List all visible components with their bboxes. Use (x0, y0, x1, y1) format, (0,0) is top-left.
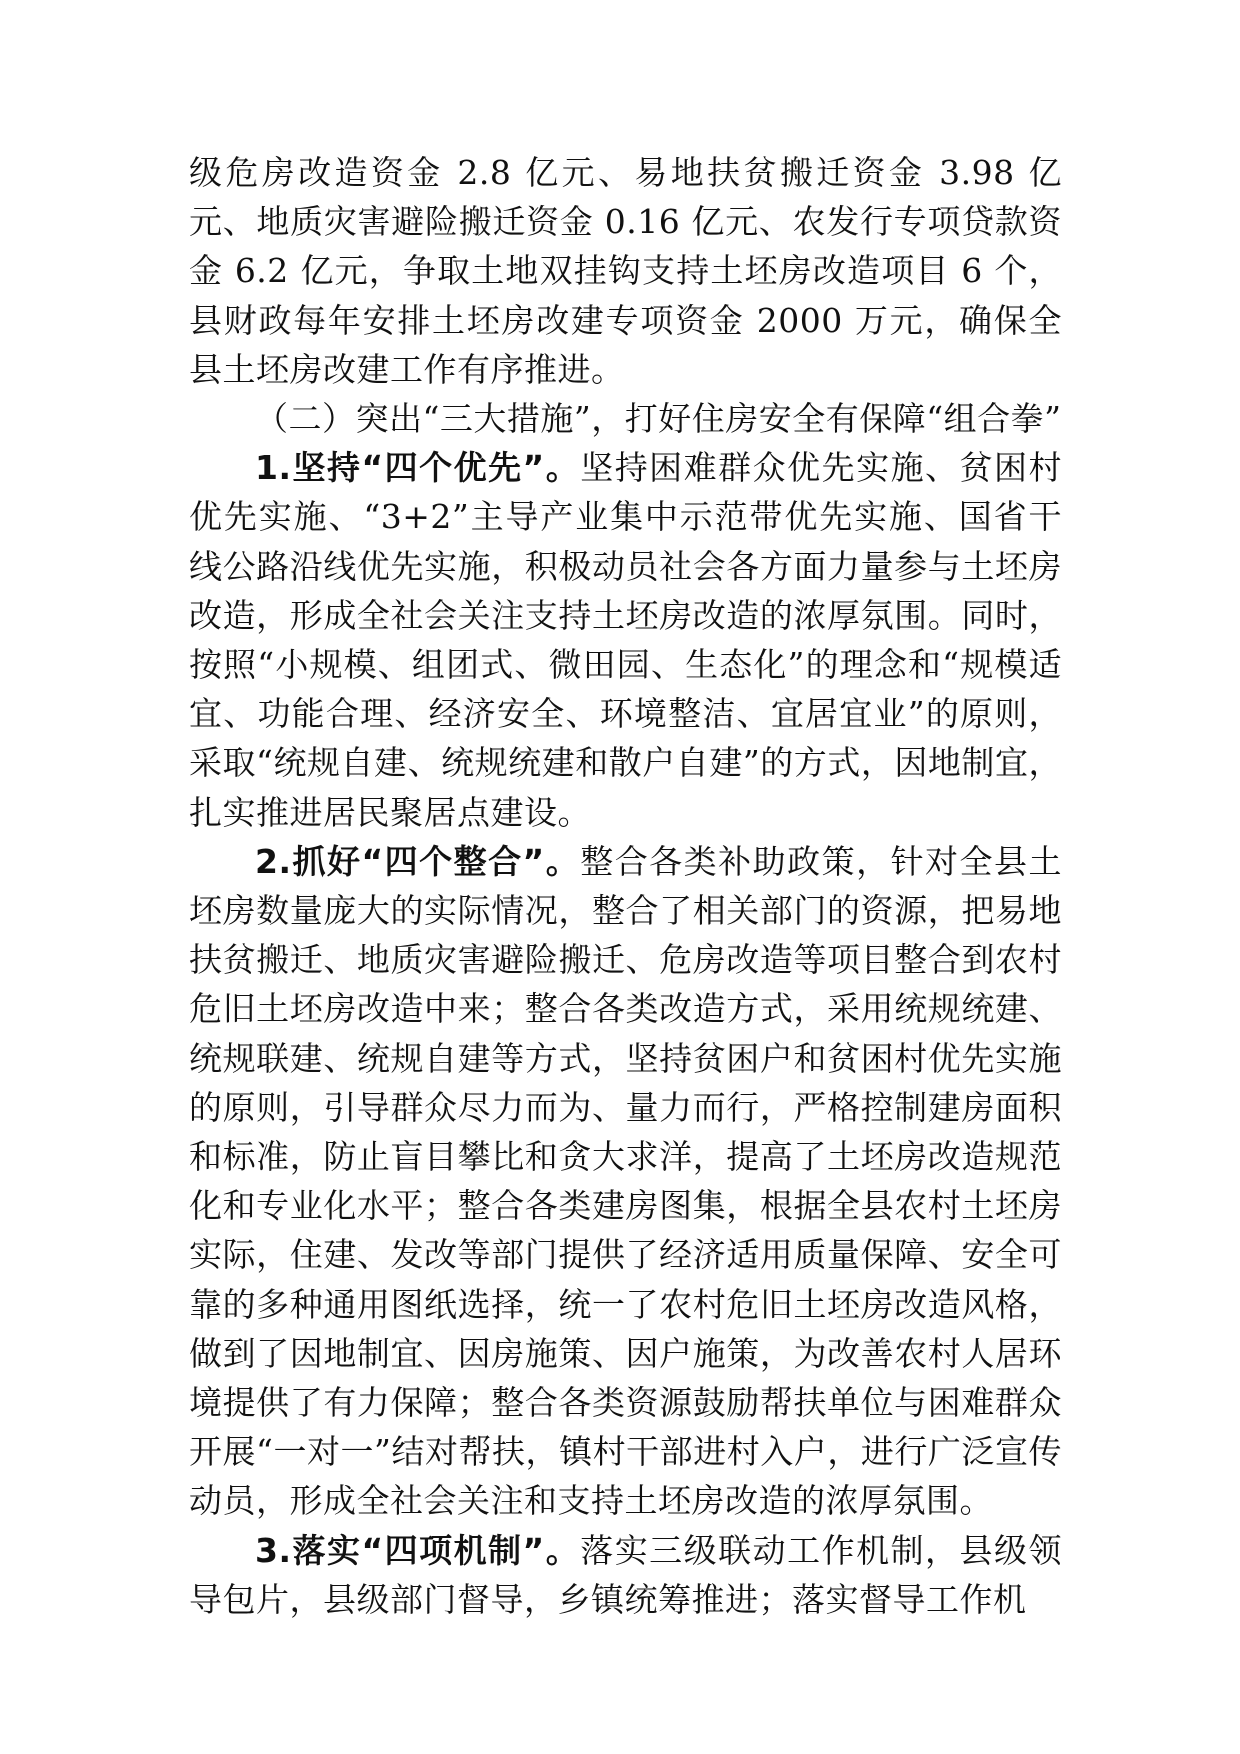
paragraph-text: 落实三级联动工作机制，县级领导包片，县级部门督导，乡镇统筹推进；落实督导工作机 (189, 1530, 1063, 1619)
section-heading-three-measures (189, 394, 1062, 443)
paragraph-lead: 3.落实“四项机制”。 (255, 1530, 581, 1570)
paragraph-funding-summary (189, 148, 1062, 394)
section-heading-text: （二）突出“三大措施”，打好住房安全有保障“组合拳” (255, 399, 1062, 439)
paragraph-lead: 2.抓好“四个整合”。 (255, 841, 581, 881)
paragraph-four-mechanisms (189, 1526, 1062, 1624)
paragraph-text: 整合各类补助政策，针对全县土坯房数量庞大的实际情况，整合了相关部门的资源，把易地扶贫搬迁、地质灾害避险搬迁、危房改造等项目整合到农村危旧土坯房改造中来；整合各类改造方式，采用统规统建、统规联建、统规自建等方式，坚持贫困户和贫困村优先实施的原则，引导群众尽力而为、量力而行，严格控制建房面积和标准，防止盲目攀比和贪大求洋，提高了土坯房改造规范化和专业化水平；整合各类建房图集，根据全县农村土坯房实际，住建、发改等部门提供了经济适用质量保障、安全可靠的多种通用图纸选择，统一了农村危旧土坯房改造风格，做到了因地制宜、因房施策、因户施策，为改善农村人居环境提供了有力保障；整合各类资源鼓励帮扶单位与困难群众开展“一对一”结对帮扶，镇村干部进村入户，进行广泛宣传动员，形成全社会关注和支持土坯房改造的浓厚氛围。 (189, 841, 1063, 1521)
paragraph-text: 级危房改造资金 2.8 亿元、易地扶贫搬迁资金 3.98 亿元、地质灾害避险搬迁资金 0.16 亿元、农发行专项贷款资金 6.2 亿元，争取土地双挂钩支持土坯房改造项目 6 个，县财政每年安排土坯房改建专项资金 2000 万元，确保全县土坯房改建工作有序推进。 (189, 153, 1062, 389)
paragraph-text: 坚持困难群众优先实施、贫困村优先实施、“3+2”主导产业集中示范带优先实施、国省干线公路沿线优先实施，积极动员社会各方面力量参与土坯房改造，形成全社会关注支持土坯房改造的浓厚氛围。同时，按照“小规模、组团式、微田园、生态化”的理念和“规模适宜、功能合理、经济安全、环境整洁、宜居宜业”的原则，采取“统规自建、统规统建和散户自建”的方式，因地制宜，扎实推进居民聚居点建设。 (189, 448, 1063, 832)
paragraph-four-priorities (189, 443, 1062, 837)
paragraph-four-integrations (189, 837, 1062, 1526)
paragraph-lead: 1.坚持“四个优先”。 (255, 448, 581, 488)
